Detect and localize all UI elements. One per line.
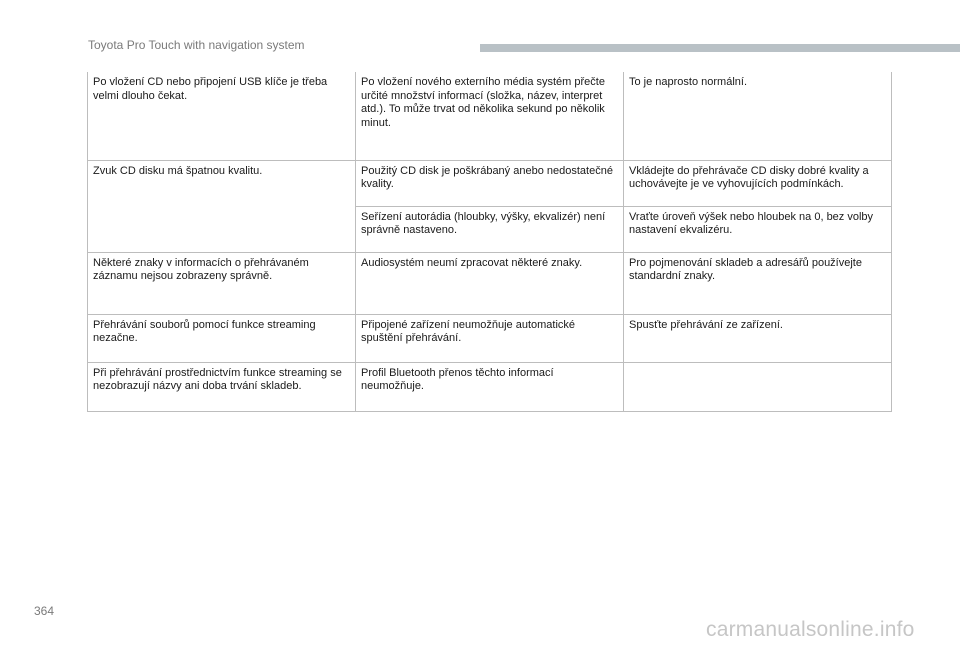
solution-cell: Vkládejte do přehrávače CD disky dobré kvality a uchovávejte je ve vyhovujících podmínkách. — [624, 160, 892, 206]
problem-cell: Po vložení CD nebo připojení USB klíče je třeba velmi dlouho čekat. — [88, 72, 356, 160]
solution-cell — [624, 362, 892, 411]
running-header-title: Toyota Pro Touch with navigation system — [88, 38, 305, 52]
page-number: 364 — [34, 604, 55, 618]
troubleshooting-table — [87, 72, 892, 412]
cause-cell: Po vložení nového externího média systém přečte určité množství informací (složka, název, interpret atd.). To může trvat od několika sekund po několik minut. — [356, 72, 624, 160]
header-decorative-bar — [480, 44, 960, 52]
watermark-text: carmanualsonline.info — [706, 618, 915, 641]
cause-cell: Seřízení autorádia (hloubky, výšky, ekvalizér) není správně nastaveno. — [356, 206, 624, 252]
cause-cell: Připojené zařízení neumožňuje automatické spuštění přehrávání. — [356, 314, 624, 362]
problem-cell: Přehrávání souborů pomocí funkce streaming nezačne. — [88, 314, 356, 362]
solution-cell: Pro pojmenování skladeb a adresářů používejte standardní znaky. — [624, 252, 892, 314]
table-row — [88, 72, 892, 160]
problem-cell: Zvuk CD disku má špatnou kvalitu. — [88, 160, 356, 252]
table-row — [88, 362, 892, 411]
solution-cell: To je naprosto normální. — [624, 72, 892, 160]
table-row — [88, 160, 892, 206]
problem-cell: Při přehrávání prostřednictvím funkce streaming se nezobrazují názvy ani doba trvání skladeb. — [88, 362, 356, 411]
problem-cell: Některé znaky v informacích o přehrávaném záznamu nejsou zobrazeny správně. — [88, 252, 356, 314]
solution-cell: Vraťte úroveň výšek nebo hloubek na 0, bez volby nastavení ekvalizéru. — [624, 206, 892, 252]
cause-cell: Audiosystém neumí zpracovat některé znaky. — [356, 252, 624, 314]
cause-cell: Použitý CD disk je poškrábaný anebo nedostatečné kvality. — [356, 160, 624, 206]
table-row — [88, 252, 892, 314]
table-row — [88, 314, 892, 362]
solution-cell: Spusťte přehrávání ze zařízení. — [624, 314, 892, 362]
cause-cell: Profil Bluetooth přenos těchto informací neumožňuje. — [356, 362, 624, 411]
